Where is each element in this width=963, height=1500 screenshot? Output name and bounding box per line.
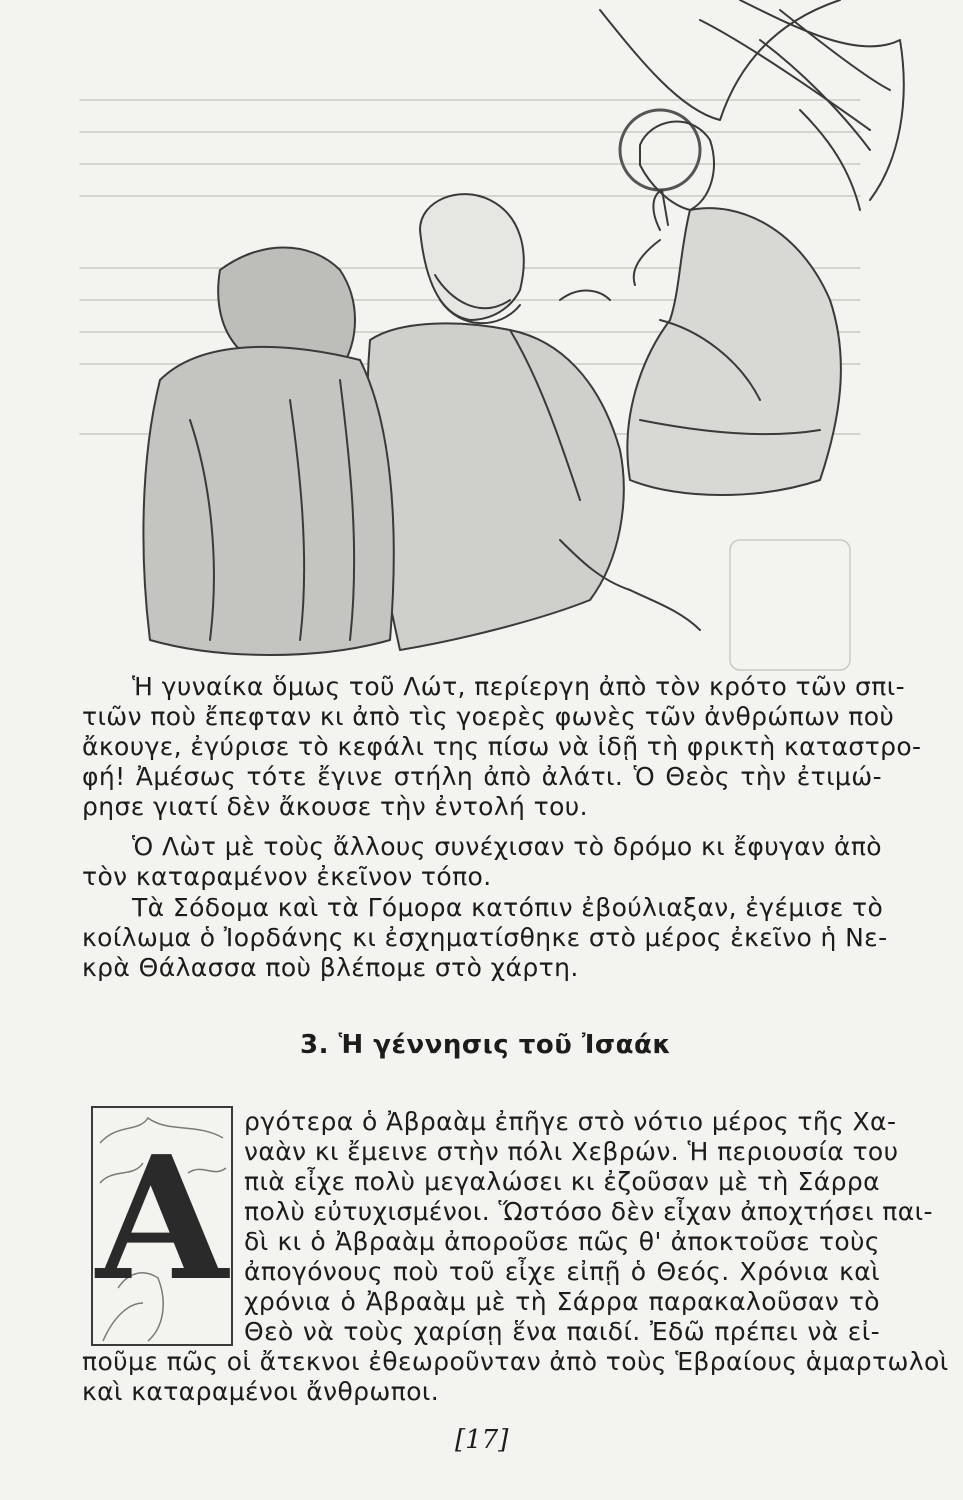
drop-cap-letter: Α (96, 1119, 228, 1319)
text-line: Τὰ Σόδομα καὶ τὰ Γόμορα κατόπιν ἐβούλιαξαν, ἐγέμισε τὸ (132, 893, 884, 922)
text-line: ἀπογόνους ποὺ τοῦ εἶχε εἰπῇ ὁ Θεός. Χρόνια καὶ (244, 1257, 880, 1286)
text-line: ργότερα ὁ Ἀβραὰμ ἐπῆγε στὸ νότιο μέρος τῆς Χα- (244, 1107, 897, 1136)
text-line: ναὰν κι ἔμεινε στὴν πόλι Χεβρών. Ἡ περιουσία του (244, 1137, 899, 1166)
paragraph-abraham-wrapped (244, 1107, 933, 1347)
text-line: τιῶν ποὺ ἔπεφταν κι ἀπὸ τὶς γοερὲς φωνὲς τῶν ἀνθρώπων ποὺ (82, 702, 895, 731)
text-line: χρόνια ὁ Ἀβραὰμ μὲ τὴ Σάρρα παρακαλοῦσαν τὸ (244, 1287, 880, 1316)
drop-cap-ornament-icon (88, 1103, 236, 1353)
text-line: Θεὸ νὰ τοὺς χαρίσῃ ἕνα παιδί. Ἐδῶ πρέπει νὰ εἰ- (244, 1317, 880, 1346)
decorative-drop-cap (88, 1103, 236, 1353)
paragraph-lot-flees (82, 832, 882, 892)
text-line: δὶ κι ὁ Ἀβραὰμ ἀποροῦσε πῶς θ' ἀποκτοῦσε τοὺς (244, 1227, 880, 1256)
text-line: ποῦμε πῶς οἱ ἄτεκνοι ἐθεωροῦνταν ἀπὸ τοὺς Ἑβραίους ἁμαρτωλοὶ (82, 1347, 949, 1376)
text-line: ἄκουγε, ἐγύρισε τὸ κεφάλι της πίσω νὰ ἰδῇ τὴ φρικτὴ καταστρο- (82, 732, 922, 761)
text-line: τὸν καταραμένον ἐκεῖνον τόπο. (82, 862, 492, 891)
text-line: πολὺ εὐτυχισμένοι. Ὥστόσο δὲν εἶχαν ἀποχτήσει παι- (244, 1197, 933, 1226)
text-line: κρὰ Θάλασσα ποὺ βλέπομε στὸ χάρτη. (82, 953, 579, 982)
paragraph-dead-sea (82, 893, 888, 983)
paragraph-abraham-full (82, 1347, 949, 1407)
text-line: φή! Ἀμέσως τότε ἔγινε στήλη ἀπὸ ἀλάτι. Ὁ Θεὸς τὴν ἐτιμώ- (82, 762, 882, 791)
page-number: [17] (455, 1425, 509, 1455)
paragraph-lots-wife (82, 672, 922, 822)
text-line: κοίλωμα ὁ Ἰορδάνης κι ἐσχηματίσθηκε στὸ μέρος ἐκεῖνο ἡ Νε- (82, 923, 888, 952)
text-line: Ἡ γυναίκα ὅμως τοῦ Λώτ, περίεργη ἀπὸ τὸν κρότο τῶν σπι- (132, 672, 906, 701)
text-line: Ὁ Λὼτ μὲ τοὺς ἄλλους συνέχισαν τὸ δρόμο κι ἔφυγαν ἀπὸ (132, 832, 882, 861)
text-line: ρησε γιατί δὲν ἄκουσε τὴν ἐντολή του. (82, 792, 588, 821)
text-line: πιὰ εἶχε πολὺ μεγαλώσει κι ἐζοῦσαν μὲ τὴ Σάρρα (244, 1167, 880, 1196)
chapter-heading: 3. Ἡ γέννησις τοῦ Ἰσαάκ (300, 1030, 672, 1060)
text-line: καὶ καταραμένοι ἄνθρωποι. (82, 1377, 440, 1406)
angel-and-lot-illustration (40, 0, 920, 672)
